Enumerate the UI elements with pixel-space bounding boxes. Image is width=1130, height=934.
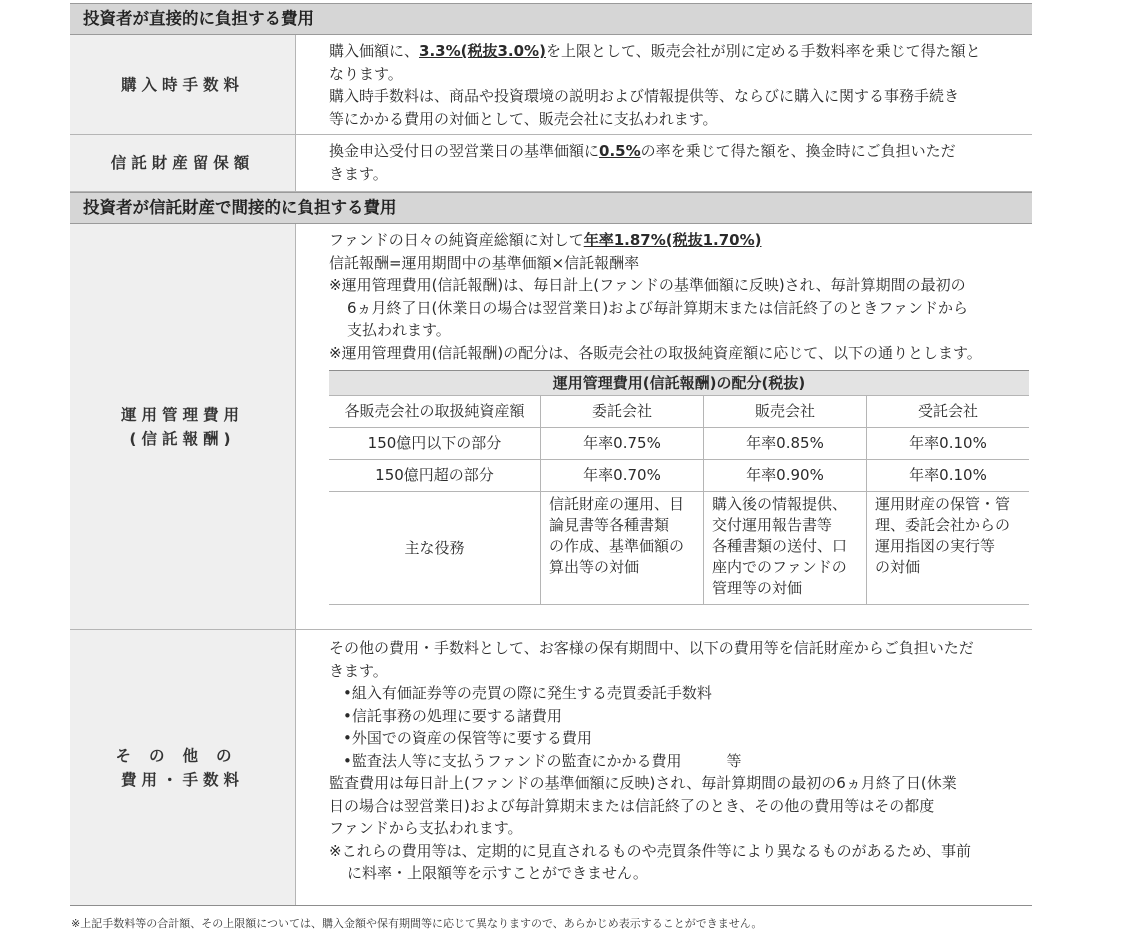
section-header-indirect-costs: 投資者が信託財産で間接的に負担する費用	[70, 192, 1032, 224]
text-line: 監査費用は毎日計上(ファンドの基準価額に反映)され、毎計算期間の最初の6ヵ月終了日(休業	[329, 774, 957, 792]
label-management-fee	[70, 224, 296, 629]
text-line: 等にかかる費用の対価として、販売会社に支払われます。	[329, 109, 718, 128]
column-header: 委託会社	[541, 396, 704, 428]
bullet-item: •組入有価証券等の売買の際に発生する売買委託手数料	[343, 684, 712, 702]
text-line: 6ヵ月終了日(休業日の場合は翌営業日)および毎計算期末または信託終了のときファンドから	[347, 298, 968, 317]
text-line: その他の費用・手数料として、お客様の保有期間中、以下の費用等を信託財産からご負担いただ	[329, 639, 974, 657]
cell-line: の作成、基準価額の	[549, 537, 685, 555]
text-line: ※運用管理費用(信託報酬)の配分は、各販売会社の取扱純資産額に応じて、以下の通りとします。	[329, 343, 982, 362]
table-row-roles	[329, 492, 1029, 605]
row-other-costs	[70, 630, 1032, 906]
label-line: 費用・手数料	[120, 770, 244, 789]
text-line: 支払われます。	[347, 321, 451, 339]
text-segment: 購入価額に、	[329, 42, 420, 60]
text-line: ※これらの費用等は、定期的に見直されるものや売買条件等により異なるものがあるため、事前	[329, 841, 971, 860]
table-header-row	[329, 396, 1029, 428]
table-cell: 年率0.75%	[541, 428, 704, 460]
content-retention-amount	[296, 135, 1032, 191]
cell-line: 信託財産の運用、目	[549, 495, 685, 513]
cell-line: 購入後の情報提供、	[712, 495, 848, 513]
table-cell: 年率0.90%	[704, 460, 867, 492]
cell-line: 管理等の対価	[712, 579, 803, 597]
content-management-fee	[296, 224, 1033, 629]
label-purchase-fee: 購入時手数料	[70, 35, 296, 134]
table-cell: 主な役務	[329, 492, 541, 605]
text-line: きます。	[329, 661, 388, 680]
text-line: きます。	[329, 164, 388, 183]
text-segment: を上限として、販売会社が別に定める手数料率を乗じて得た額と	[545, 42, 981, 60]
text-segment: の率を乗じて得た額を、換金時にご負担いただ	[640, 142, 956, 160]
content-other-costs	[296, 630, 1032, 905]
fee-allocation-table	[329, 370, 1029, 605]
bullet-item: •監査法人等に支払うファンドの監査にかかる費用 等	[343, 751, 742, 770]
role-distributor	[704, 492, 867, 605]
purchase-fee-rate: 3.3%(税抜3.0%)	[419, 42, 546, 60]
table-title: 運用管理費用(信託報酬)の配分(税抜)	[329, 371, 1029, 396]
cell-line: 論見書等各種書類	[549, 516, 670, 534]
column-header: 受託会社	[867, 396, 1030, 428]
cell-line: 運用指図の実行等	[875, 537, 996, 555]
label-other-costs	[70, 630, 296, 905]
cell-line: 交付運用報告書等	[712, 516, 833, 534]
text-line	[329, 140, 1028, 163]
label-line: 運用管理費用	[120, 405, 244, 424]
text-line	[329, 40, 1028, 63]
text-line: 日の場合は翌営業日)および毎計算期末または信託終了のとき、その他の費用等はその都度	[329, 796, 935, 815]
text-segment: 換金申込受付日の翌営業日の基準価額に	[329, 142, 600, 160]
table-title-row	[329, 371, 1029, 396]
cell-line: の対価	[875, 558, 921, 576]
table-row	[329, 428, 1029, 460]
row-retention-amount	[70, 135, 1032, 192]
management-fee-rate: 年率1.87%(税抜1.70%)	[583, 231, 762, 249]
cell-line: 座内でのファンドの	[712, 558, 847, 576]
label-retention-amount: 信託財産留保額	[70, 135, 296, 191]
table-cell: 年率0.70%	[541, 460, 704, 492]
cell-line: 算出等の対価	[549, 558, 640, 576]
row-purchase-fee	[70, 35, 1032, 135]
section-header-direct-costs: 投資者が直接的に負担する費用	[70, 3, 1032, 35]
text-line: ファンドから支払われます。	[329, 819, 523, 837]
label-line: (信託報酬)	[129, 429, 236, 448]
text-line: に料率・上限額等を示すことができません。	[347, 864, 648, 882]
text-line: ※運用管理費用(信託報酬)は、毎日計上(ファンドの基準価額に反映)され、毎計算期間の最初の	[329, 276, 966, 294]
cell-line: 運用財産の保管・管	[875, 495, 1011, 513]
text-line: 購入時手数料は、商品や投資環境の説明および情報提供等、ならびに購入に関する事務手続き	[329, 87, 960, 105]
text-line: 信託報酬=運用期間中の基準価額×信託報酬率	[329, 253, 640, 272]
role-trustee	[867, 492, 1030, 605]
role-trustor	[541, 492, 704, 605]
column-header: 販売会社	[704, 396, 867, 428]
bullet-item: •信託事務の処理に要する諸費用	[343, 706, 562, 725]
table-cell: 年率0.85%	[704, 428, 867, 460]
text-segment: ファンドの日々の純資産総額に対して	[329, 231, 584, 249]
column-header: 各販売会社の取扱純資産額	[329, 396, 541, 428]
table-cell: 150億円以下の部分	[329, 428, 541, 460]
cell-line: 各種書類の送付、口	[712, 537, 848, 555]
table-row	[329, 460, 1029, 492]
content-purchase-fee	[296, 35, 1032, 134]
cell-line: 理、委託会社からの	[875, 516, 1011, 534]
footnote: ※上記手数料等の合計額、その上限額については、購入金額や保有期間等に応じて異なりますので、あらかじめ表示することができません。	[71, 917, 763, 930]
text-line: なります。	[329, 64, 403, 83]
label-line: その他の	[115, 746, 250, 765]
table-cell: 年率0.10%	[867, 460, 1030, 492]
text-line	[329, 229, 1029, 252]
table-cell: 150億円超の部分	[329, 460, 541, 492]
bullet-item: •外国での資産の保管等に要する費用	[343, 729, 592, 747]
row-management-fee	[70, 224, 1032, 630]
table-cell: 年率0.10%	[867, 428, 1030, 460]
retention-rate: 0.5%	[599, 142, 641, 160]
fee-table	[70, 3, 1032, 906]
